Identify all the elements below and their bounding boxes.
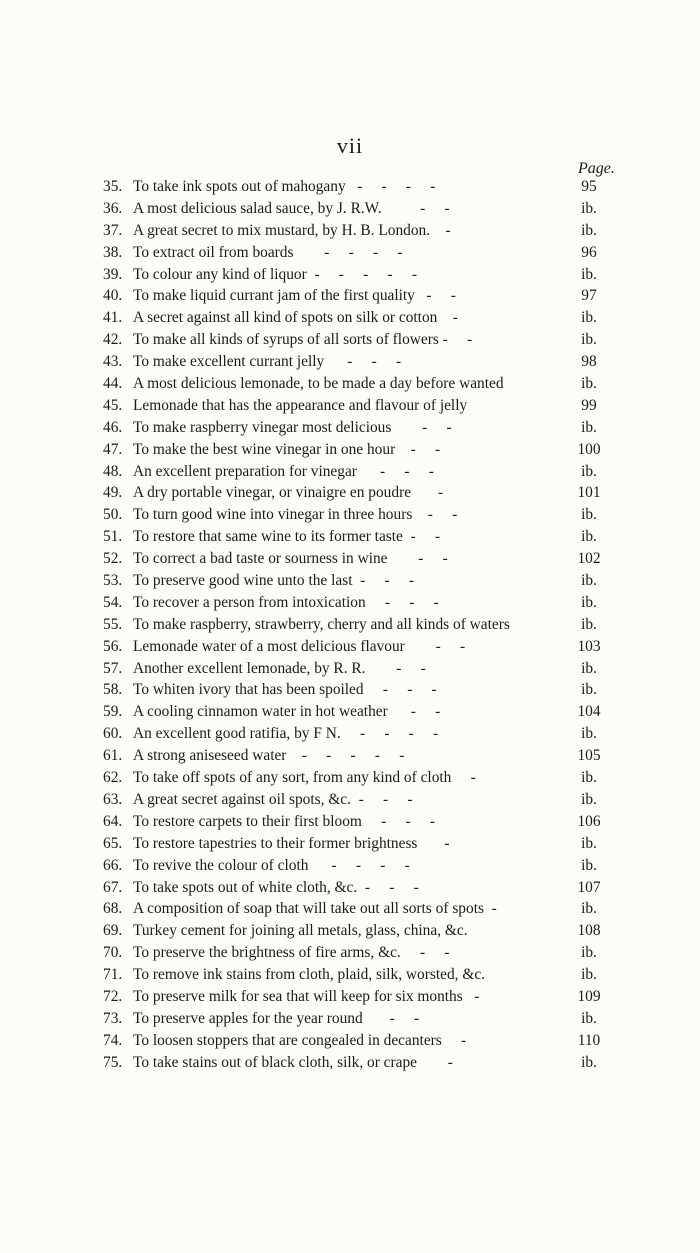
entry-page: 106 (577, 812, 601, 830)
entry-number: 68. (103, 900, 123, 918)
entry-number: 71. (103, 966, 123, 984)
entry-page: ib. (581, 221, 597, 239)
toc-entry (103, 176, 613, 198)
entry-title: To preserve the brightness of fire arms, &c. - - (133, 944, 450, 962)
toc-entry (103, 198, 613, 220)
entry-page: ib. (581, 966, 597, 984)
entry-page: 100 (577, 440, 601, 458)
entry-number: 46. (103, 418, 123, 436)
entry-title: A dry portable vinegar, or vinaigre en poudre - (133, 484, 444, 502)
entry-number: 40. (103, 287, 123, 305)
entry-number: 57. (103, 659, 123, 677)
entry-number: 54. (103, 593, 123, 611)
entry-title: To extract oil from boards - - - - (133, 243, 403, 261)
toc-entry (103, 373, 613, 395)
entry-title: A cooling cinnamon water in hot weather - - (133, 703, 441, 721)
entry-title: To restore carpets to their first bloom - - - (133, 812, 435, 830)
entry-number: 64. (103, 812, 123, 830)
table-of-contents (103, 176, 613, 1074)
entry-number: 52. (103, 550, 123, 568)
toc-entry (103, 877, 613, 899)
entry-page: ib. (581, 462, 597, 480)
entry-title: To take off spots of any sort, from any kind of cloth - (133, 769, 476, 787)
entry-title: To take stains out of black cloth, silk, or crape - (133, 1053, 453, 1071)
toc-entry (103, 592, 613, 614)
entry-page: 110 (577, 1031, 601, 1049)
entry-number: 70. (103, 944, 123, 962)
entry-page: 97 (581, 287, 597, 305)
entry-number: 51. (103, 528, 123, 546)
toc-entry (103, 504, 613, 526)
entry-title: A strong aniseseed water - - - - - (133, 747, 405, 765)
entry-title: To restore tapestries to their former brightness - (133, 834, 450, 852)
toc-entry (103, 285, 613, 307)
toc-entry (103, 855, 613, 877)
entry-title: To take ink spots out of mahogany - - - - (133, 178, 436, 195)
page-column-label: Page. (578, 160, 615, 177)
entry-number: 58. (103, 681, 123, 699)
toc-entry (103, 351, 613, 373)
entry-title: To make liquid currant jam of the first quality - - (133, 287, 456, 305)
entry-number: 65. (103, 834, 123, 852)
entry-number: 37. (103, 221, 123, 239)
toc-entry (103, 1030, 613, 1052)
entry-number: 69. (103, 922, 123, 940)
entry-number: 36. (103, 199, 123, 217)
entry-page: ib. (581, 528, 597, 546)
entry-page: 101 (577, 484, 601, 502)
entry-number: 59. (103, 703, 123, 721)
entry-page: ib. (581, 199, 597, 217)
entry-number: 73. (103, 1009, 123, 1027)
toc-entry (103, 898, 613, 920)
entry-number: 49. (103, 484, 123, 502)
entry-number: 48. (103, 462, 123, 480)
entry-page: ib. (581, 659, 597, 677)
toc-entry (103, 548, 613, 570)
toc-entry (103, 789, 613, 811)
entry-number: 63. (103, 790, 123, 808)
toc-entry (103, 767, 613, 789)
entry-number: 43. (103, 353, 123, 371)
toc-entry (103, 264, 613, 286)
entry-title: A most delicious salad sauce, by J. R.W. - - (133, 199, 450, 217)
entry-page: ib. (581, 834, 597, 852)
toc-entry (103, 964, 613, 986)
entry-page: ib. (581, 1053, 597, 1071)
entry-title: To turn good wine into vinegar in three hours - - (133, 506, 458, 524)
entry-number: 62. (103, 769, 123, 787)
toc-entry (103, 701, 613, 723)
toc-entry (103, 242, 613, 264)
entry-number: 61. (103, 747, 123, 765)
entry-title: An excellent good ratifia, by F N. - - - - (133, 725, 439, 743)
entry-page: ib. (581, 265, 597, 283)
entry-page: ib. (581, 331, 597, 349)
entry-page: ib. (581, 790, 597, 808)
entry-number: 53. (103, 572, 123, 590)
entry-page: 107 (577, 878, 601, 896)
toc-entry (103, 636, 613, 658)
toc-entry (103, 461, 613, 483)
entry-page: ib. (581, 572, 597, 590)
toc-entry (103, 482, 613, 504)
entry-title: To make excellent currant jelly - - - (133, 353, 402, 371)
entry-number: 42. (103, 331, 123, 349)
toc-entry (103, 1008, 613, 1030)
entry-title: Lemonade water of a most delicious flavour - - (133, 637, 466, 655)
entry-number: 38. (103, 243, 123, 261)
entry-page: ib. (581, 615, 597, 633)
entry-title: To take spots out of white cloth, &c. - - - (133, 878, 419, 896)
entry-number: 47. (103, 440, 123, 458)
toc-entry (103, 570, 613, 592)
entry-number: 74. (103, 1031, 123, 1049)
entry-title: To make all kinds of syrups of all sorts of flowers - - (133, 331, 473, 349)
entry-page: ib. (581, 900, 597, 918)
entry-title: Another excellent lemonade, by R. R. - - (133, 659, 426, 677)
entry-title: To make raspberry, strawberry, cherry and all kinds of waters (133, 615, 510, 633)
entry-page: 98 (581, 353, 597, 371)
entry-number: 44. (103, 375, 123, 393)
entry-title: Turkey cement for joining all metals, glass, china, &c. (133, 922, 468, 940)
entry-title: To colour any kind of liquor - - - - - (133, 265, 418, 283)
entry-title: A great secret to mix mustard, by H. B. London. - (133, 221, 451, 239)
entry-page: ib. (581, 856, 597, 874)
entry-title: To preserve good wine unto the last - - - (133, 572, 415, 590)
toc-entry (103, 920, 613, 942)
page-number: vii (336, 133, 364, 158)
entry-number: 45. (103, 396, 123, 414)
entry-page: ib. (581, 506, 597, 524)
entry-page: ib. (581, 769, 597, 787)
entry-page: ib. (581, 681, 597, 699)
toc-entry (103, 614, 613, 636)
entry-title: To restore that same wine to its former taste - - (133, 528, 441, 546)
entry-title: A secret against all kind of spots on silk or cotton - (133, 309, 458, 327)
entry-title: To preserve apples for the year round - - (133, 1009, 420, 1027)
toc-entry (103, 1052, 613, 1074)
entry-page: ib. (581, 309, 597, 327)
toc-entry (103, 439, 613, 461)
entry-page: 102 (577, 550, 601, 568)
entry-number: 67. (103, 878, 123, 896)
entry-number: 39. (103, 265, 123, 283)
toc-entry (103, 723, 613, 745)
entry-page: ib. (581, 725, 597, 743)
entry-number: 75. (103, 1053, 123, 1071)
entry-number: 56. (103, 637, 123, 655)
entry-page: 99 (581, 396, 597, 414)
entry-page: 103 (577, 637, 601, 655)
entry-page: ib. (581, 418, 597, 436)
entry-page: 96 (581, 243, 597, 261)
toc-entry (103, 417, 613, 439)
entry-title: A great secret against oil spots, &c. - - - (133, 790, 413, 808)
toc-entry (103, 395, 613, 417)
toc-entry (103, 986, 613, 1008)
entry-title: To make raspberry vinegar most delicious - - (133, 418, 452, 436)
entry-page: 108 (577, 922, 601, 940)
toc-entry (103, 811, 613, 833)
entry-page: ib. (581, 944, 597, 962)
entry-page: ib. (581, 375, 597, 393)
entry-page: 104 (577, 703, 601, 721)
toc-entry (103, 526, 613, 548)
toc-entry (103, 745, 613, 767)
toc-entry (103, 942, 613, 964)
entry-title: To correct a bad taste or sourness in wine - - (133, 550, 448, 568)
toc-entry (103, 307, 613, 329)
entry-title: To loosen stoppers that are congealed in decanters - (133, 1031, 467, 1049)
entry-number: 55. (103, 615, 123, 633)
entry-title: To remove ink stains from cloth, plaid, silk, worsted, &c. (133, 966, 485, 984)
entry-number: 60. (103, 725, 123, 743)
toc-entry (103, 679, 613, 701)
entry-title: To revive the colour of cloth - - - - (133, 856, 410, 874)
toc-entry (103, 329, 613, 351)
entry-number: 41. (103, 309, 123, 327)
toc-entry (103, 220, 613, 242)
toc-entry (103, 658, 613, 680)
entry-page: ib. (581, 1009, 597, 1027)
entry-title: To make the best wine vinegar in one hour - - (133, 440, 441, 458)
entry-page: ib. (581, 593, 597, 611)
entry-page: 105 (577, 747, 601, 765)
entry-title: A composition of soap that will take out all sorts of spots - (133, 900, 497, 918)
entry-title: A most delicious lemonade, to be made a day before wanted (133, 375, 504, 393)
entry-page: 109 (577, 987, 601, 1005)
entry-page: 95 (581, 178, 597, 195)
entry-title: Lemonade that has the appearance and flavour of jelly (133, 396, 468, 414)
entry-number: 66. (103, 856, 123, 874)
entry-number: 50. (103, 506, 123, 524)
entry-title: To preserve milk for sea that will keep for six months - (133, 987, 480, 1005)
entry-number: 72. (103, 987, 123, 1005)
toc-entry (103, 833, 613, 855)
entry-title: To whiten ivory that has been spoiled - - - (133, 681, 437, 699)
entry-number: 35. (103, 178, 123, 195)
entry-title: To recover a person from intoxication - - - (133, 593, 439, 611)
entry-title: An excellent preparation for vinegar - - - (133, 462, 434, 480)
